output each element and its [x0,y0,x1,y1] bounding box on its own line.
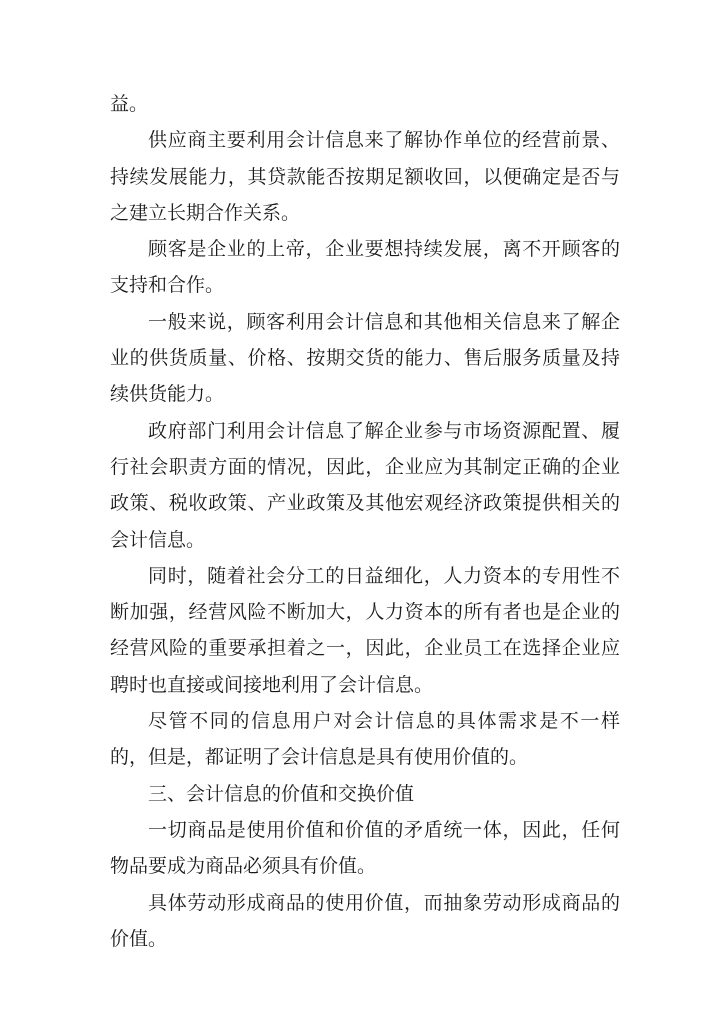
paragraph-customers: 一般来说，顾客利用会计信息和其他相关信息来了解企业的供货质量、价格、按期交货的能力、售后服务质量及持续供货能力。 [110,310,620,406]
paragraph-government: 政府部门利用会计信息了解企业参与市场资源配置、履行社会职责方面的情况，因此，企业应为其制定正确的企业政策、税收政策、产业政策及其他宏观经济政策提供相关的会计信息。 [110,419,620,551]
paragraph-continuation: 益。 [110,93,149,115]
paragraph-commodity: 一切商品是使用价值和价值的矛盾统一体，因此，任何物品要成为商品必须具有价值。 [110,818,620,878]
document-body [110,86,620,957]
paragraph-summary: 尽管不同的信息用户对会计信息的具体需求是不一样的，但是，都证明了会计信息是具有使用价值的。 [110,710,620,769]
paragraph-employees: 同时，随着社会分工的日益细化，人力资本的专用性不断加强，经营风险不断加大，人力资本的所有者也是企业的经营风险的重要承担着之一，因此，企业员工在选择企业应聘时也直接或间接地利用了会计信息。 [110,564,620,696]
paragraph-suppliers: 供应商主要利用会计信息来了解协作单位的经营前景、持续发展能力，其贷款能否按期足额收回，以便确定是否与之建立长期合作关系。 [110,129,620,224]
section-heading: 三、会计信息的价值和交换价值 [148,782,415,805]
paragraph-customers-intro: 顾客是企业的上帝，企业要想持续发展，离不开顾客的支持和合作。 [110,238,620,297]
paragraph-labor: 具体劳动形成商品的使用价值，而抽象劳动形成商品的价值。 [110,891,620,950]
